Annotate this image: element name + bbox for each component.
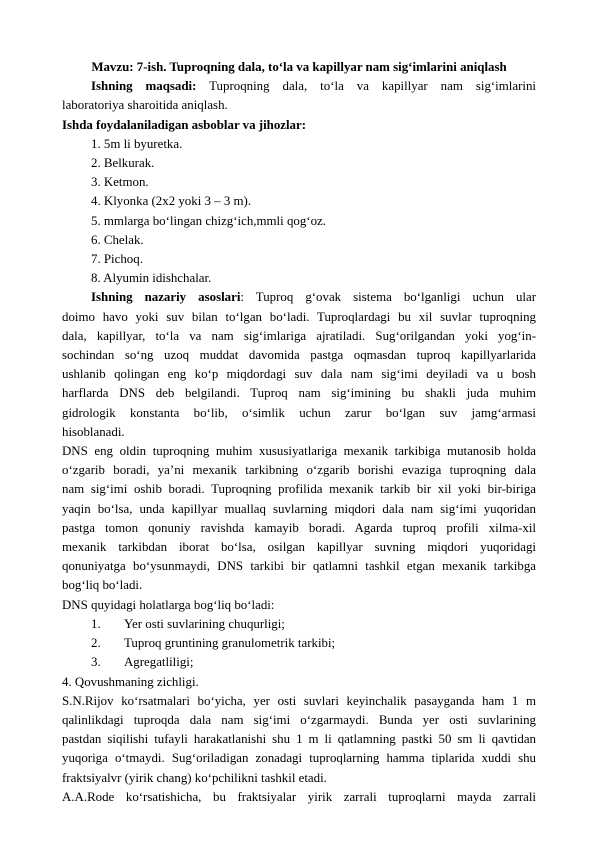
tool-item: 7. Pichoq. [91, 252, 143, 267]
rode-paragraph-line: A.A.Rode ko‘rsatishicha, bu fraktsiyalar yirik zarrali tuproqlarni mayda zarrali [62, 789, 536, 804]
factor-number: 3. [91, 655, 101, 670]
tool-item: 1. 5m li byuretka. [91, 136, 183, 151]
factor-text: Agregatliligi; [124, 655, 194, 670]
rijov-paragraph-line: qalinlikdagi tuproqda dala nam sig‘imi o‘zgarmaydi. Bunda yer osti suvlarining [62, 712, 536, 727]
dns-paragraph-line: yaqin bo‘lsa, unda kapillyar muallaq suvlarning miqdori dala nam sig‘imi yuqoridan [62, 501, 536, 516]
dns-paragraph-line: o‘zgarib boradi, ya’ni mexanik tarkibning o‘zgarib borishi evaziga tuproqning dala [62, 463, 536, 478]
dns-factor-item [62, 615, 536, 634]
factor-number: 2. [91, 636, 101, 651]
theory-line: hisoblanadi. [62, 424, 125, 439]
purpose-line-1 [62, 77, 536, 96]
tool-item: 8. Alyumin idishchalar. [91, 271, 212, 286]
dns-paragraph-line: qonuniyatga bo‘ysunmaydi, DNS tarkibi bir qatlamni tashkil etgan mexanik tarkibga [62, 559, 536, 574]
dns-depends-heading: DNS quyidagi holatlarga bog‘liq bo‘ladi: [62, 597, 275, 612]
dns-factor-4: 4. Qovushmaning zichligi. [62, 674, 199, 689]
tool-item: 3. Ketmon. [91, 175, 149, 190]
theory-line: dala, kapillyar, to‘la va nam sig‘imlariga ajratiladi. Sug‘orilgandan yoki yog‘in- [62, 328, 536, 343]
rijov-paragraph-line: pastdan siqilishi tufayli harakatlanishi shu 1 m li qatlamning pastki 50 sm li qavtidan [62, 732, 536, 747]
purpose-line-2: laboratoriya sharoitida aniqlash. [62, 98, 228, 113]
rijov-paragraph-line: S.N.Rijov ko‘rsatmalari bo‘yicha, yer osti suvlari keyinchalik pasayganda ham 1 m [62, 693, 536, 708]
rijov-paragraph-line: yuqoriga o‘tmaydi. Sug‘oriladigan zonadagi tuproqlarning hamma tiplarida xuddi shu [62, 751, 536, 766]
dns-paragraph-line: pastga tomon qonuniy ravishda kamayib boradi. Agarda tuproq profili xilma-xil [62, 520, 536, 535]
rijov-paragraph-line: fraktsiyalvr (yirik chang) ko‘pchilikni tashkil etadi. [62, 770, 327, 785]
theory-line: ushlanib qolingan eng ko‘p miqdordagi suv dala nam sig‘imi deyiladi va u bosh [62, 367, 536, 382]
document-page [62, 58, 536, 807]
factor-text: Yer osti suvlarining chuqurligi; [124, 616, 285, 631]
dns-factor-item [62, 634, 536, 653]
dns-factor-item [62, 653, 536, 672]
factor-text: Tuproq gruntining granulometrik tarkibi; [124, 636, 336, 651]
theory-line: sochindan so‘ng uzoq muddat davomida pastga oqmasdan tuproq kapillyarlarida [62, 348, 536, 363]
tool-item: 4. Klyonka (2x2 yoki 3 – 3 m). [91, 194, 252, 209]
theory-line: harflarda DNS deb belgilandi. Tuproq nam sig‘imining bu shakli juda muhim [62, 386, 536, 401]
tool-item: 6. Chelak. [91, 232, 144, 247]
dns-paragraph-line: bog‘liq bo‘ladi. [62, 578, 143, 593]
tool-item: 2. Belkurak. [91, 156, 155, 171]
tool-item: 5. mmlarga bo‘lingan chizg‘ich,mmli qog‘oz. [91, 213, 326, 228]
dns-paragraph-line: mexanik tarkibdan iborat bo‘lsa, osilgan kapillyar suvning miqdori yuqoridagi [62, 540, 536, 555]
factor-number: 1. [91, 616, 101, 631]
theory-label: Ishning nazariy asoslari [91, 290, 241, 305]
theory-text: : Tuproq g‘ovak sistema bo‘lganligi uchun ular [240, 290, 537, 305]
purpose-text: Tuproqning dala, to‘la va kapillyar nam sig‘imlarini [196, 79, 536, 94]
dns-paragraph-line: DNS eng oldin tuproqning muhim xususiyatlariga mexanik tarkibiga mutanosib holda [62, 444, 536, 459]
page-title: Mavzu: 7-ish. Tuproqning dala, to‘la va kapillyar nam sig‘imlarini aniqlash [91, 60, 507, 74]
purpose-label: Ishning maqsadi: [91, 79, 197, 94]
dns-paragraph-line: nam sig‘imi oshib boradi. Tuproqning profilida mexanik tarkib bir xil yoki bir-biriga [62, 482, 536, 497]
tools-heading: Ishda foydalaniladigan asboblar va jihozlar: [62, 117, 307, 132]
theory-line: gidrologik konstanta bo‘lib, o‘simlik uchun zarur bo‘lgan suv jamg‘armasi [62, 405, 536, 420]
theory-line: doimo havo yoki suv bilan to‘lgan bo‘ladi. Tuproqlardagi bu xil suvlar tuproqning [62, 309, 536, 324]
theory-line [62, 288, 536, 307]
